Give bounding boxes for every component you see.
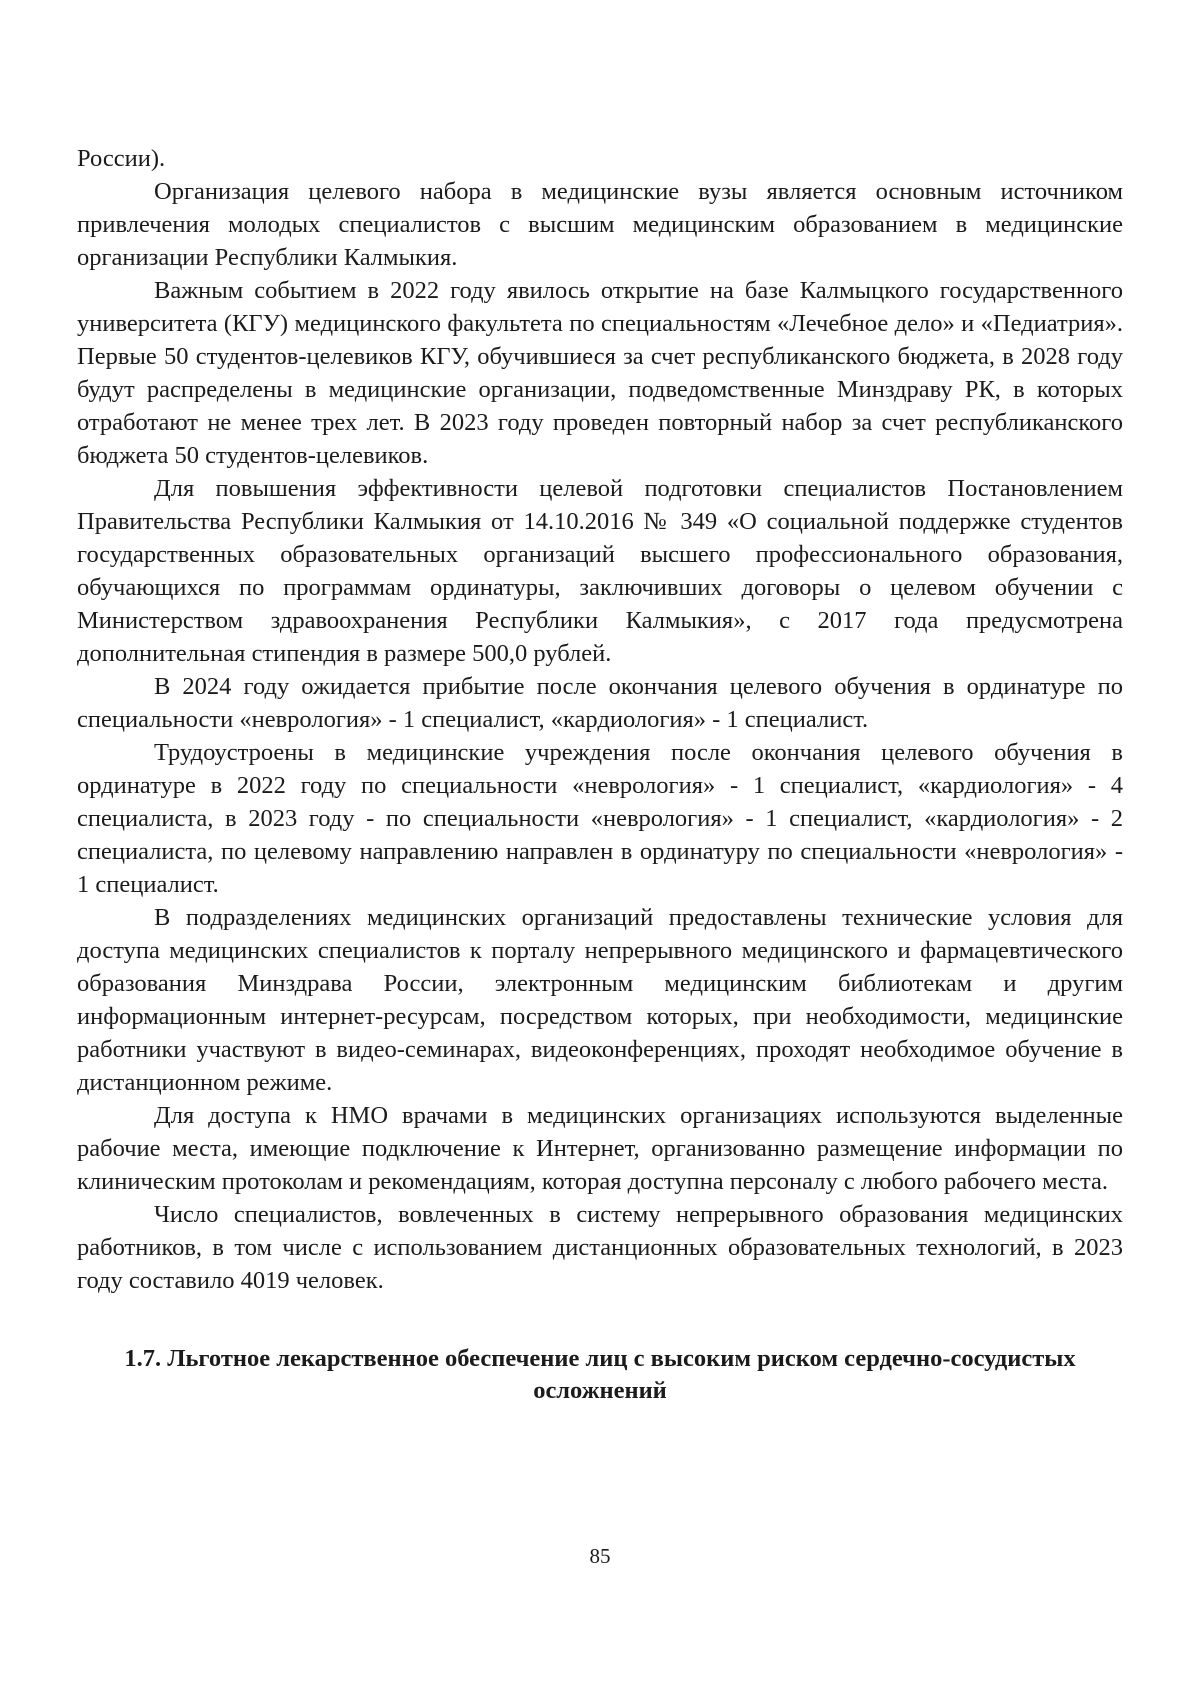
paragraph-continuation: России). [77,145,166,172]
paragraph-scholarship: Для повышения эффективности целевой подготовки специалистов Постановлением Правительства Республики Калмыкия от 14.10.2016 № 349 «О социальной поддержке студентов государственных образовательных организаций высшего профессионального образования, обучающихся по программам ординатуры, заключивших договоры о целевом обучении с Министерством здравоохранения Республики Калмыкия», с 2017 года предусмотрена дополнительная стипендия в размере 500,0 рублей. [77,475,1123,667]
page-number: 85 [589,1544,611,1568]
paragraph-nmo-access: Для доступа к НМО врачами в медицинских организациях используются выделенные рабочие места, имеющие подключение к Интернет, организованно размещение информации по клиническим протоколам и рекомендациям, которая доступна персоналу с любого рабочего места. [77,1102,1123,1195]
paragraph-medical-faculty: Важным событием в 2022 году явилось открытие на базе Калмыцкого государственного университета (КГУ) медицинского факультета по специальностям «Лечебное дело» и «Педиатрия». Первые 50 студентов-целевиков КГУ, обучившиеся за счет республиканского бюджета, в 2028 году будут распределены в медицинские организации, подведомственные Минздраву РК, в которых отработают не менее трех лет. В 2023 году проведен повторный набор за счет республиканского бюджета 50 студентов-целевиков. [77,277,1123,469]
paragraph-technical-conditions: В подразделениях медицинских организаций предоставлены технические условия для доступа медицинских специалистов к порталу непрерывного медицинского и фармацевтического образования Минздрава России, электронным медицинским библиотекам и другим информационным интернет-ресурсам, посредством которых, при необходимости, медицинские работники участвуют в видео-семинарах, видеоконференциях, проходят необходимое обучение в дистанционном режиме. [77,904,1123,1096]
paragraph-arrivals-2024: В 2024 году ожидается прибытие после окончания целевого обучения в ординатуре по специальности «неврология» - 1 специалист, «кардиология» - 1 специалист. [77,673,1123,733]
paragraph-employed: Трудоустроены в медицинские учреждения после окончания целевого обучения в ординатуре в 2022 году по специальности «неврология» - 1 специалист, «кардиология» - 4 специалиста, в 2023 году - по специальности «неврология» - 1 специалист, «кардиология» - 2 специалиста, по целевому направлению направлен в ординатуру по специальности «неврология» - 1 специалист. [77,739,1123,898]
section-heading: 1.7. Льготное лекарственное обеспечение лиц с высоким риском сердечно-сосудистых осложнений [124,1345,1076,1404]
document-page [77,142,1123,1407]
paragraph-specialists-count: Число специалистов, вовлеченных в систему непрерывного образования медицинских работников, в том числе с использованием дистанционных образовательных технологий, в 2023 году составило 4019 человек. [77,1201,1123,1294]
paragraph-target-recruitment: Организация целевого набора в медицинские вузы является основным источником привлечения молодых специалистов с высшим медицинским образованием в медицинские организации Республики Калмыкия. [77,178,1123,271]
